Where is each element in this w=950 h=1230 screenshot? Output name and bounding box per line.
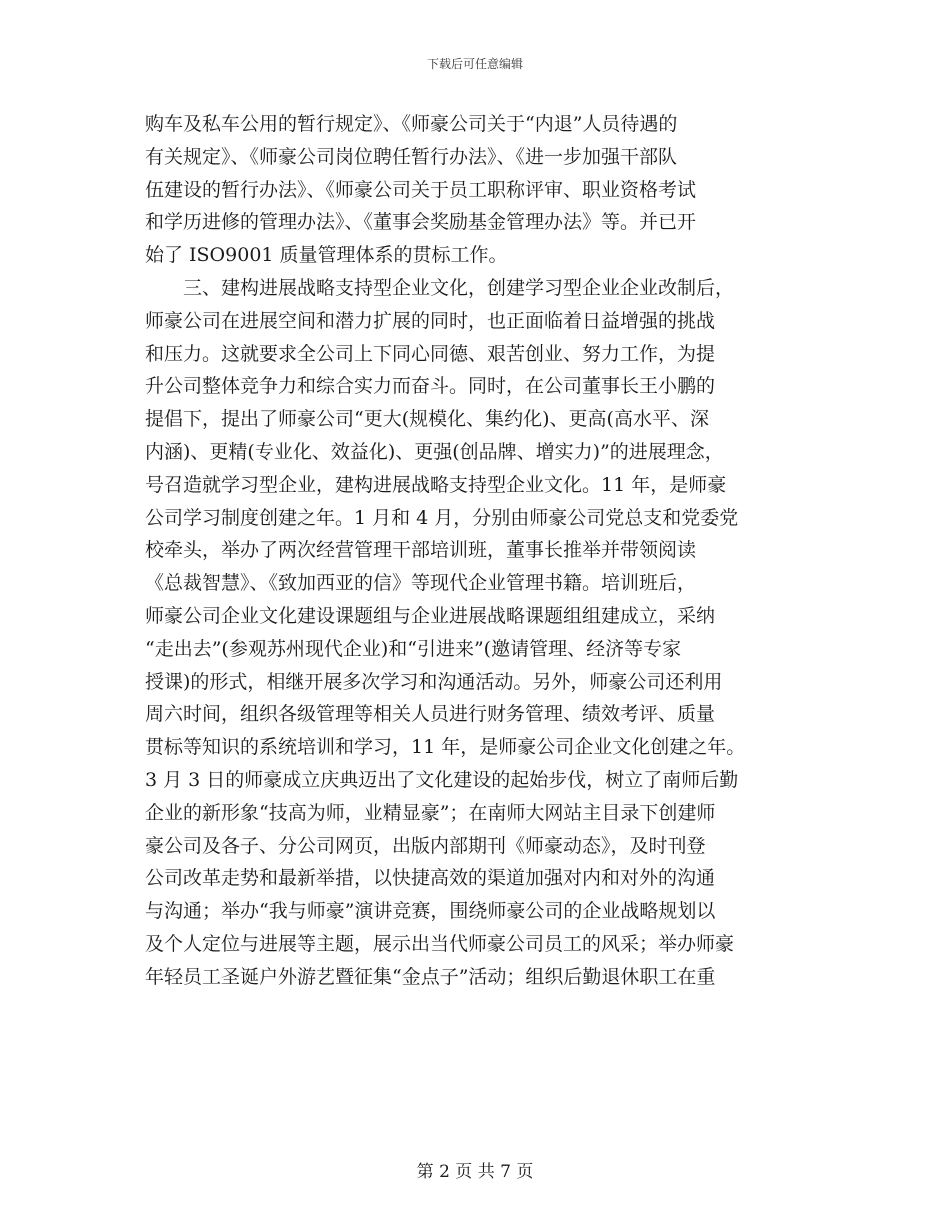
text-line: 购车及私车公用的暂行规定》、《师豪公司关于“内退”人员待遇的 [145, 113, 678, 135]
text-line: 与沟通；举办“我与师豪”演讲竞赛，围绕师豪公司的企业战略规划以 [145, 900, 716, 923]
text-line: “走出去”(参观苏州现代企业)和“引进来”(邀请管理、经济等专家 [145, 637, 682, 660]
text-line: 公司改革走势和最新举措，以快捷高效的渠道加强对内和对外的沟通 [145, 867, 716, 890]
text-line: 提倡下，提出了师豪公司“更大(规模化、集约化)、更高(高水平、深 [145, 408, 709, 431]
text-line: 《总裁智慧》、《致加西亚的信》等现代企业管理书籍。培训班后， [145, 572, 697, 595]
text-line: 周六时间，组织各级管理等相关人员进行财务管理、绩效考评、质量 [145, 703, 716, 726]
text-line: 和压力。这就要求全公司上下同心同德、艰苦创业、努力工作，为提 [145, 342, 716, 365]
text-line: 授课)的形式，相继开展多次学习和沟通活动。另外，师豪公司还利用 [145, 670, 723, 693]
page-number: 第 2 页 共 7 页 [416, 1162, 534, 1182]
text-line: 3 月 3 日的师豪成立庆典迈出了文化建设的起始步伐，树立了南师后勤 [145, 768, 739, 791]
text-line: 有关规定》、《师豪公司岗位聘任暂行办法》、《进一步加强干部队 [145, 145, 678, 168]
text-line: 升公司整体竞争力和综合实力而奋斗。同时，在公司董事长王小鹏的 [145, 375, 716, 398]
text-line: 师豪公司在进展空间和潜力扩展的同时，也正面临着日益增强的挑战 [145, 309, 716, 332]
text-line: 内涵)、更精(专业化、效益化)、更强(创品牌、增实力)”的进展理念， [145, 440, 724, 463]
page-header: 下载后可任意编辑 [426, 57, 523, 71]
text-line: 号召造就学习型企业，建构进展战略支持型企业文化。11 年，是师豪 [145, 473, 727, 496]
text-line: 和学历进修的管理办法》、《董事会奖励基金管理办法》等。并已开 [145, 211, 697, 234]
text-line: 年轻员工圣诞户外游艺暨征集“金点子”活动；组织后勤退休职工在重 [145, 965, 716, 988]
text-line: 公司学习制度创建之年。1 月和 4 月，分别由师豪公司党总支和党委党 [145, 506, 739, 529]
text-line: 及个人定位与进展等主题，展示出当代师豪公司员工的风采；举办师豪 [145, 932, 735, 955]
document-body [145, 108, 810, 994]
text-line: 校牵头，举办了两次经营管理干部培训班，董事长推举并带领阅读 [145, 539, 697, 562]
text-line: 三、建构进展战略支持型企业文化，创建学习型企业企业改制后， [183, 276, 735, 299]
text-line: 豪公司及各子、分公司网页，出版内部期刊《师豪动态》，及时刊登 [145, 834, 706, 857]
text-line: 始了 ISO9001 质量管理体系的贯标工作。 [145, 244, 508, 267]
text-line: 企业的新形象“技高为师，业精显豪”；在南师大网站主目录下创建师 [145, 801, 716, 824]
text-line: 贯标等知识的系统培训和学习，11 年，是师豪公司企业文化创建之年。 [145, 736, 746, 759]
text-line: 师豪公司企业文化建设课题组与企业进展战略课题组组建成立，采纳 [145, 604, 716, 627]
text-line: 伍建设的暂行办法》、《师豪公司关于员工职称评审、职业资格考试 [145, 178, 697, 201]
